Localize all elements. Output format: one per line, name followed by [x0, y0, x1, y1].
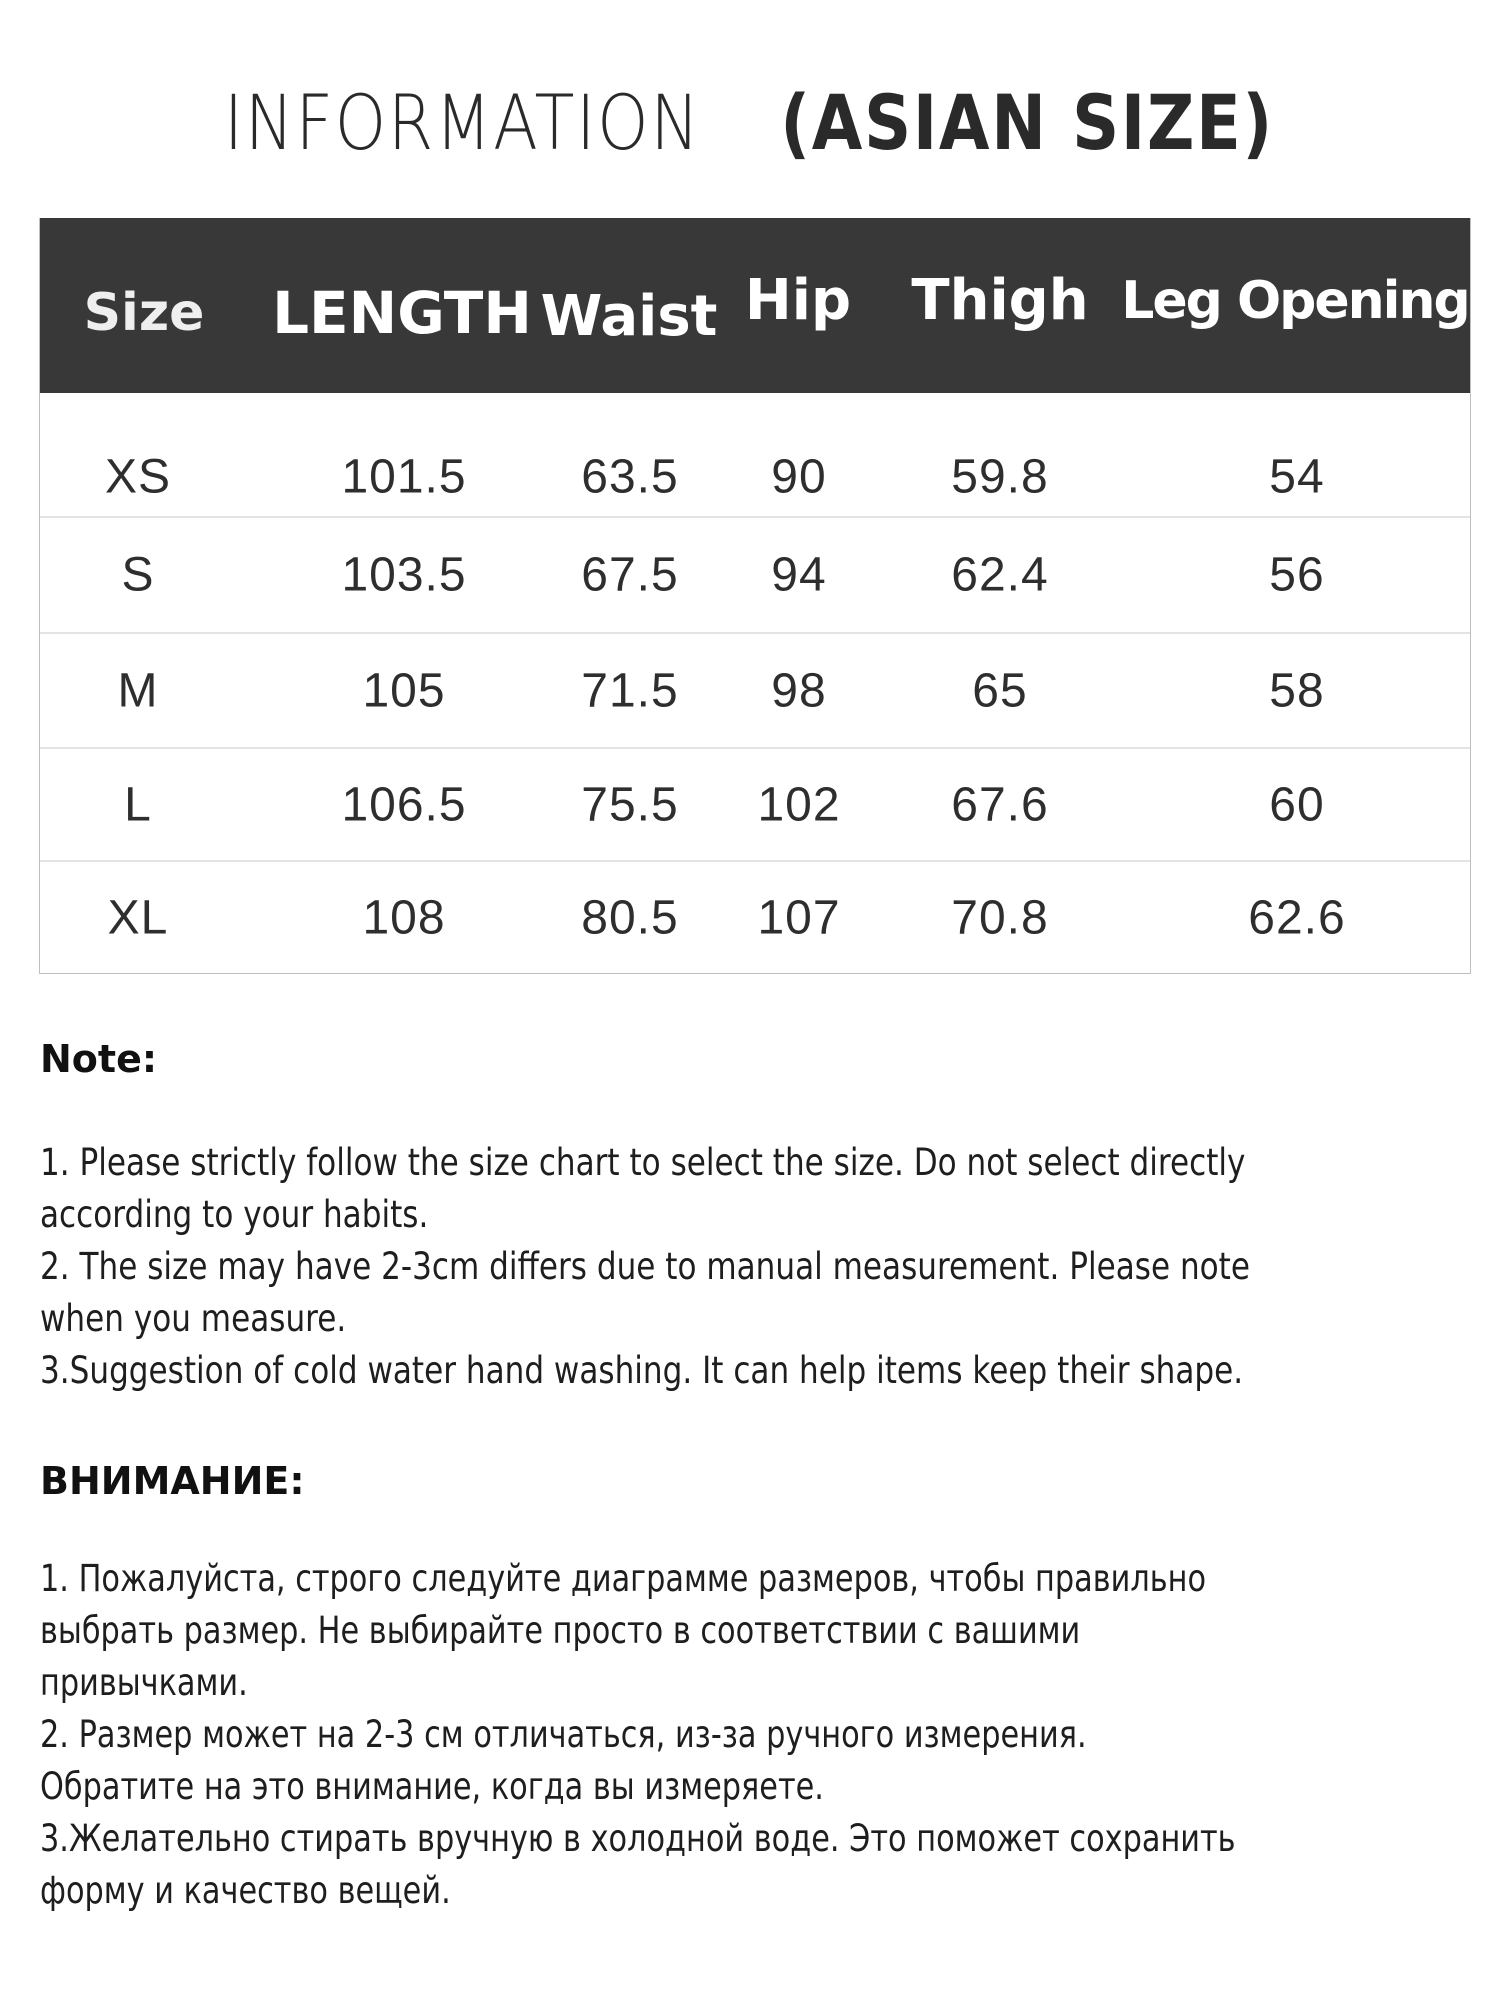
note-line: Обратите на это внимание, когда вы измеряете. [40, 1765, 824, 1808]
col-header-length: LENGTH [272, 279, 532, 347]
cell-length: 101.5 [341, 450, 467, 504]
title-light: INFORMATION [224, 78, 702, 167]
cell-size: XS [104, 450, 172, 504]
cell-leg-opening: 62.6 [1248, 891, 1346, 945]
table-row [40, 862, 1470, 974]
cell-waist: 71.5 [581, 664, 679, 717]
cell-leg-opening: 56 [1269, 548, 1325, 602]
note-line: 1. Пожалуйста, строго следуйте диаграмме размеров, чтобы правильно [40, 1557, 1207, 1600]
cell-hip: 102 [757, 778, 841, 831]
cell-size: XL [107, 891, 169, 945]
size-table [39, 218, 1471, 974]
note-line: 3.Желательно стирать вручную в холодной воде. Это поможет сохранить [40, 1817, 1236, 1860]
cell-thigh: 59.8 [951, 450, 1049, 504]
cell-length: 108 [362, 891, 446, 945]
note-heading-ru: ВНИМАНИЕ: [40, 1459, 305, 1503]
col-header-waist: Waist [540, 284, 718, 349]
cell-thigh: 67.6 [951, 778, 1049, 831]
note-line: выбрать размер. Не выбирайте просто в соответствии с вашими [40, 1609, 1081, 1652]
note-body-ru [40, 1553, 1480, 1917]
cell-leg-opening: 60 [1269, 778, 1325, 831]
cell-size: L [124, 778, 152, 831]
table-header [40, 218, 1470, 393]
cell-waist: 75.5 [581, 778, 679, 831]
note-body-en [40, 1137, 1480, 1397]
note-line: 2. The size may have 2-3cm differs due to manual measurement. Please note [40, 1245, 1250, 1288]
note-line: according to your habits. [40, 1193, 429, 1236]
page-title [0, 78, 1500, 169]
cell-thigh: 70.8 [951, 891, 1049, 945]
cell-thigh: 65 [972, 664, 1028, 717]
cell-hip: 98 [771, 664, 827, 717]
cell-hip: 94 [771, 548, 827, 602]
note-heading-en: Note: [40, 1037, 158, 1081]
cell-leg-opening: 58 [1269, 664, 1325, 717]
cell-size: S [121, 548, 155, 602]
cell-length: 103.5 [341, 548, 467, 602]
cell-size: M [117, 664, 159, 717]
table-row [40, 749, 1470, 862]
table-row [40, 393, 1470, 518]
cell-hip: 107 [757, 891, 841, 945]
cell-hip: 90 [771, 450, 827, 504]
note-line: 2. Размер может на 2-3 см отличаться, из-за ручного измерения. [40, 1713, 1087, 1756]
cell-leg-opening: 54 [1269, 450, 1325, 504]
col-header-leg-opening: Leg Opening [1121, 271, 1469, 331]
col-header-thigh: Thigh [911, 268, 1089, 333]
note-line: 3.Suggestion of cold water hand washing. It can help items keep their shape. [40, 1349, 1244, 1392]
cell-waist: 80.5 [581, 891, 679, 945]
title-bold: (ASIAN SIZE) [780, 78, 1275, 167]
col-header-size: Size [83, 283, 205, 343]
cell-waist: 63.5 [581, 450, 679, 504]
table-row [40, 634, 1470, 749]
note-line: привычками. [40, 1661, 248, 1704]
note-line: форму и качество вещей. [40, 1869, 451, 1912]
cell-length: 106.5 [341, 778, 467, 831]
note-line: 1. Please strictly follow the size chart to select the size. Do not select directly [40, 1141, 1246, 1184]
cell-waist: 67.5 [581, 548, 679, 602]
note-line: when you measure. [40, 1297, 347, 1340]
col-header-hip: Hip [744, 268, 852, 333]
table-row [40, 518, 1470, 634]
cell-thigh: 62.4 [951, 548, 1049, 602]
cell-length: 105 [362, 664, 446, 717]
